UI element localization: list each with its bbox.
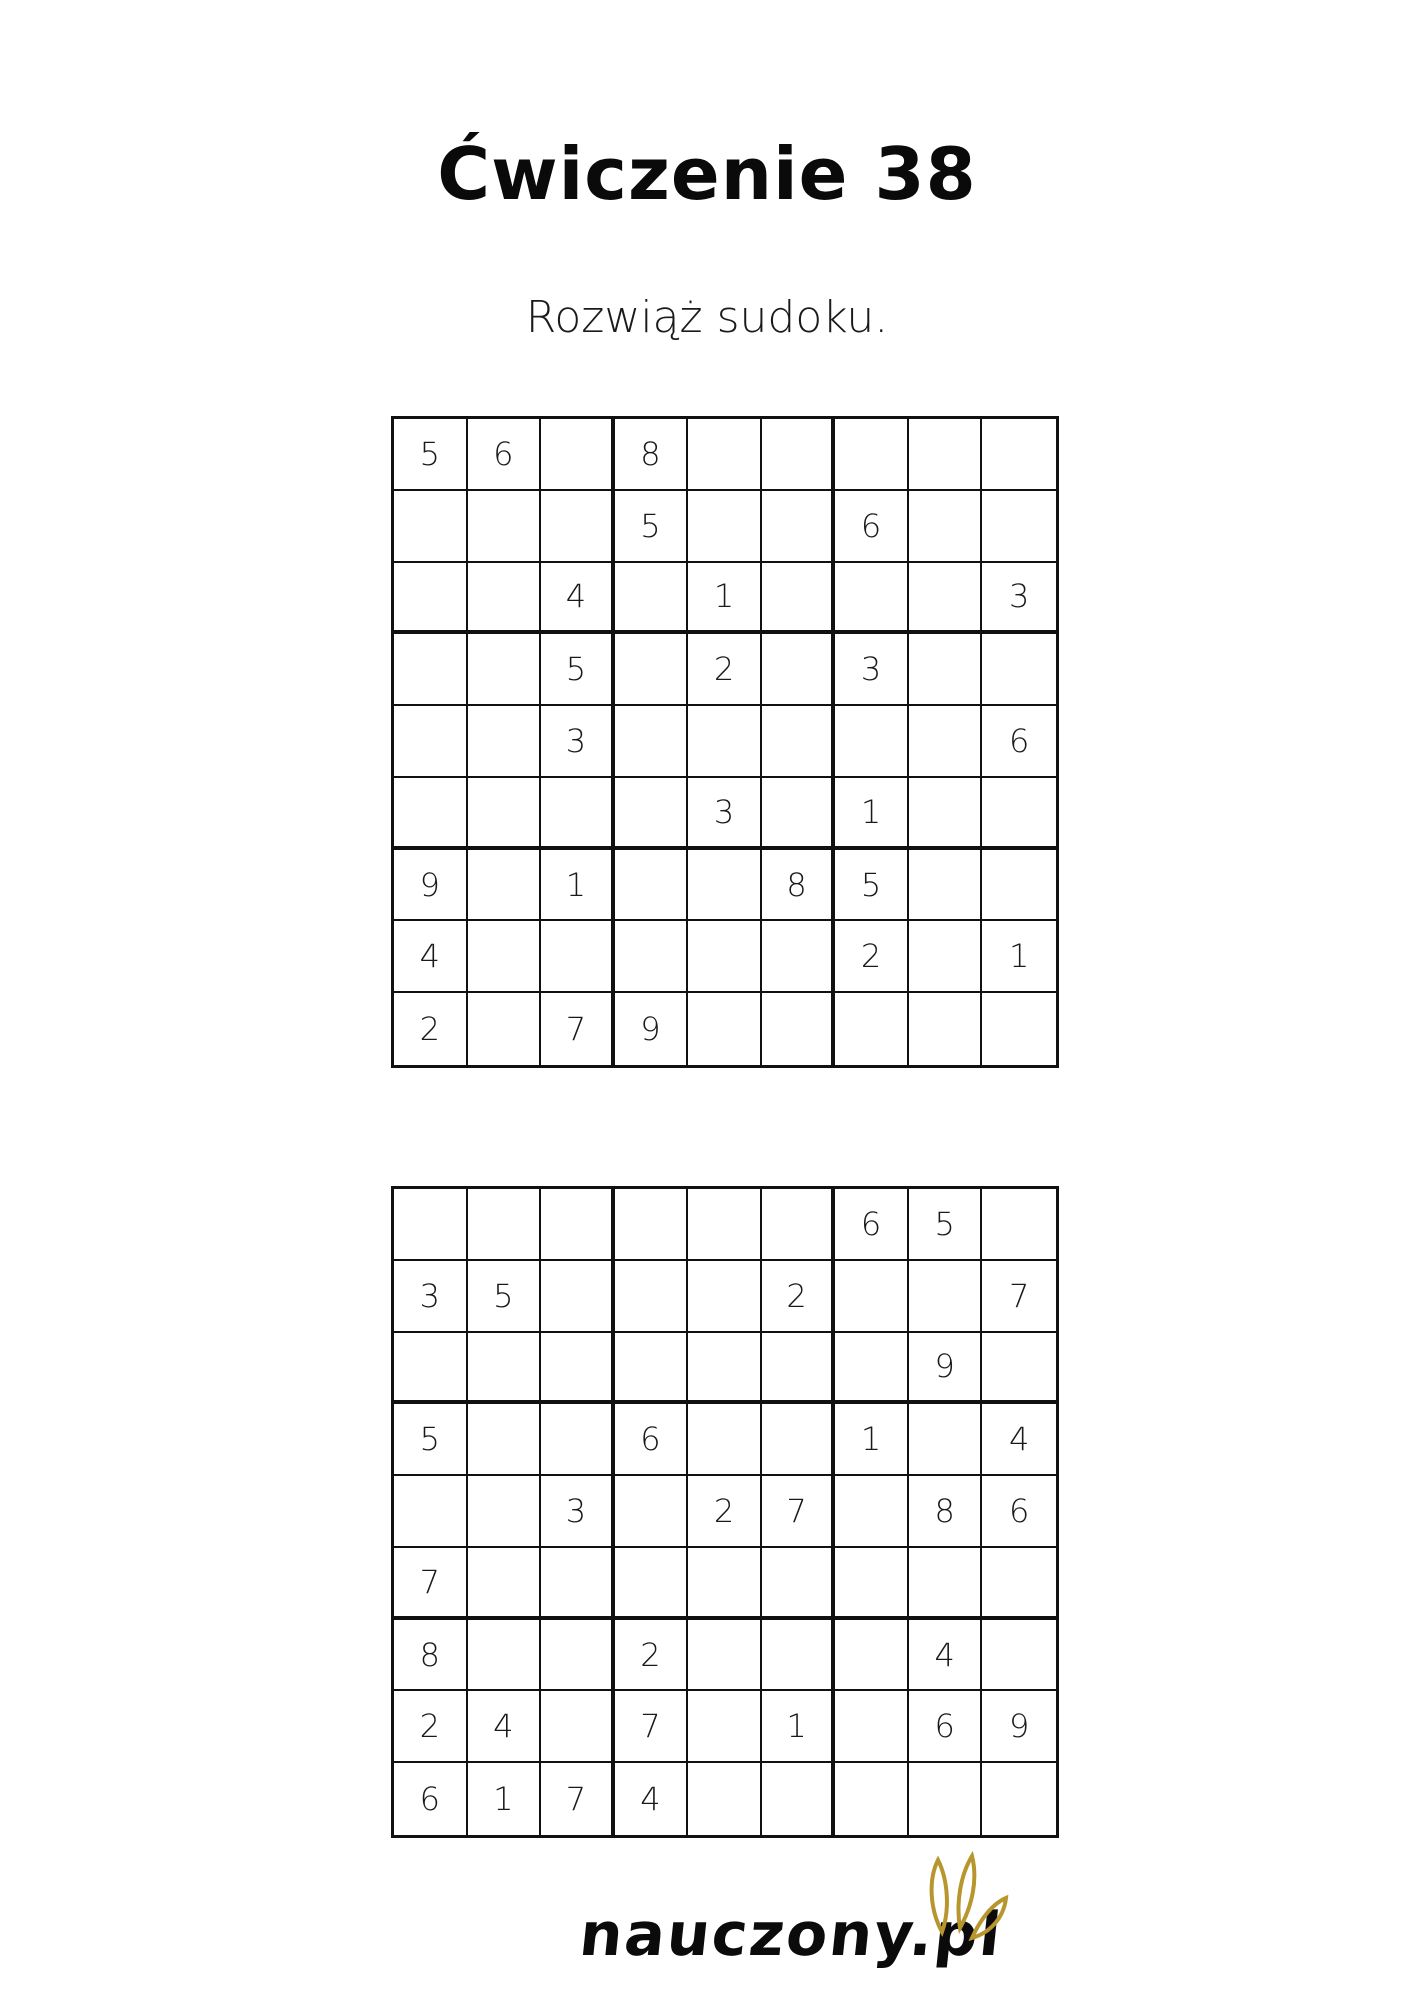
- sudoku-cell[interactable]: [615, 634, 689, 706]
- sudoku-cell[interactable]: [394, 563, 468, 635]
- sudoku-cell[interactable]: [541, 921, 615, 993]
- sudoku-cell[interactable]: 6: [909, 1691, 983, 1763]
- sudoku-cell[interactable]: 2: [688, 634, 762, 706]
- sudoku-cell[interactable]: 5: [615, 491, 689, 563]
- sudoku-cell[interactable]: [468, 563, 542, 635]
- sudoku-cell[interactable]: [688, 921, 762, 993]
- sudoku-cell[interactable]: [762, 1189, 836, 1261]
- sudoku-cell[interactable]: [394, 634, 468, 706]
- sudoku-cell[interactable]: 9: [909, 1333, 983, 1405]
- sudoku-cell[interactable]: 5: [394, 419, 468, 491]
- sudoku-cell[interactable]: [909, 921, 983, 993]
- sudoku-cell[interactable]: [394, 778, 468, 850]
- sudoku-cell[interactable]: 5: [835, 850, 909, 922]
- sudoku-cell[interactable]: [541, 778, 615, 850]
- brand-logo: [560, 1840, 1020, 1990]
- sudoku-cell[interactable]: 6: [982, 706, 1056, 778]
- sudoku-cell[interactable]: [541, 491, 615, 563]
- sudoku-cell[interactable]: [909, 1261, 983, 1333]
- sudoku-cell[interactable]: [762, 1548, 836, 1620]
- sudoku-cell[interactable]: [688, 1620, 762, 1692]
- sudoku-cell[interactable]: [762, 778, 836, 850]
- sudoku-cell[interactable]: [615, 563, 689, 635]
- sudoku-cell[interactable]: [909, 1404, 983, 1476]
- sudoku-cell[interactable]: [615, 1261, 689, 1333]
- sudoku-cell[interactable]: 3: [688, 778, 762, 850]
- sudoku-cell[interactable]: 9: [615, 993, 689, 1065]
- sudoku-cell[interactable]: [688, 706, 762, 778]
- sudoku-cell[interactable]: 5: [909, 1189, 983, 1261]
- sudoku-cell[interactable]: 2: [835, 921, 909, 993]
- sudoku-cell[interactable]: [762, 634, 836, 706]
- sudoku-cell[interactable]: [982, 1333, 1056, 1405]
- sudoku-cell[interactable]: [541, 1333, 615, 1405]
- sudoku-cell[interactable]: [615, 1189, 689, 1261]
- sudoku-cell[interactable]: [394, 1189, 468, 1261]
- sudoku-cell[interactable]: [762, 706, 836, 778]
- sudoku-cell[interactable]: [688, 491, 762, 563]
- sudoku-cell[interactable]: [909, 706, 983, 778]
- sudoku-cell[interactable]: [615, 850, 689, 922]
- sudoku-cell[interactable]: [394, 1476, 468, 1548]
- sudoku-cell[interactable]: [468, 778, 542, 850]
- sudoku-cell[interactable]: [615, 778, 689, 850]
- sudoku-cell[interactable]: [688, 419, 762, 491]
- sudoku-cell[interactable]: 4: [909, 1620, 983, 1692]
- instruction-text: Rozwiąż sudoku.: [525, 292, 889, 343]
- sudoku-cell[interactable]: [835, 993, 909, 1065]
- sudoku-cell[interactable]: [688, 1763, 762, 1835]
- sudoku-cell[interactable]: [468, 993, 542, 1065]
- sudoku-cell[interactable]: [615, 706, 689, 778]
- sudoku-cell[interactable]: [762, 1620, 836, 1692]
- sudoku-cell[interactable]: [468, 1189, 542, 1261]
- sudoku-cell[interactable]: 9: [394, 850, 468, 922]
- sudoku-cell[interactable]: [688, 850, 762, 922]
- sudoku-cell[interactable]: 6: [394, 1763, 468, 1835]
- sudoku-cell[interactable]: 4: [982, 1404, 1056, 1476]
- sudoku-cell[interactable]: [982, 850, 1056, 922]
- sudoku-cell[interactable]: 2: [394, 1691, 468, 1763]
- sudoku-cell[interactable]: [468, 634, 542, 706]
- sudoku-cell[interactable]: 1: [982, 921, 1056, 993]
- sudoku-cell[interactable]: 8: [615, 419, 689, 491]
- sudoku-cell[interactable]: [982, 1763, 1056, 1835]
- sudoku-cell[interactable]: [909, 778, 983, 850]
- logo-text: nauczony.pl: [576, 1900, 1006, 1970]
- sudoku-cell[interactable]: [468, 491, 542, 563]
- sudoku-cell[interactable]: [835, 1476, 909, 1548]
- sudoku-cell[interactable]: [835, 1261, 909, 1333]
- sudoku-cell[interactable]: 4: [468, 1691, 542, 1763]
- sudoku-cell[interactable]: 1: [688, 563, 762, 635]
- sudoku-cell[interactable]: [835, 419, 909, 491]
- sudoku-cell[interactable]: [762, 1333, 836, 1405]
- sudoku-cell[interactable]: 9: [982, 1691, 1056, 1763]
- sudoku-cell[interactable]: 5: [394, 1404, 468, 1476]
- sudoku-cell[interactable]: [688, 1333, 762, 1405]
- leaves-icon: [920, 1840, 1010, 1950]
- sudoku-cell[interactable]: 2: [394, 993, 468, 1065]
- sudoku-cell[interactable]: [615, 1333, 689, 1405]
- sudoku-cell[interactable]: [762, 921, 836, 993]
- sudoku-cell[interactable]: [909, 993, 983, 1065]
- sudoku-cell[interactable]: [835, 1763, 909, 1835]
- sudoku-cell[interactable]: [688, 1261, 762, 1333]
- sudoku-cell[interactable]: [468, 1548, 542, 1620]
- sudoku-cell[interactable]: [468, 706, 542, 778]
- sudoku-cell[interactable]: 6: [615, 1404, 689, 1476]
- sudoku-cell[interactable]: 2: [762, 1261, 836, 1333]
- sudoku-cell[interactable]: 3: [541, 706, 615, 778]
- sudoku-cell[interactable]: [909, 634, 983, 706]
- sudoku-cell[interactable]: [909, 563, 983, 635]
- sudoku-cell[interactable]: 1: [835, 778, 909, 850]
- sudoku-cell[interactable]: 6: [982, 1476, 1056, 1548]
- sudoku-cell[interactable]: [762, 419, 836, 491]
- sudoku-cell[interactable]: [541, 1620, 615, 1692]
- sudoku-cell[interactable]: [468, 1476, 542, 1548]
- sudoku-cell[interactable]: 1: [541, 850, 615, 922]
- sudoku-cell[interactable]: 5: [541, 634, 615, 706]
- sudoku-cell[interactable]: [982, 1620, 1056, 1692]
- sudoku-cell[interactable]: [688, 1404, 762, 1476]
- sudoku-cell[interactable]: 6: [835, 491, 909, 563]
- sudoku-cell[interactable]: [541, 1691, 615, 1763]
- sudoku-cell[interactable]: [762, 993, 836, 1065]
- sudoku-cell[interactable]: [762, 491, 836, 563]
- sudoku-board-1: [391, 416, 1059, 1068]
- sudoku-cell[interactable]: 7: [394, 1548, 468, 1620]
- sudoku-cell[interactable]: [909, 850, 983, 922]
- sudoku-cell[interactable]: [835, 1548, 909, 1620]
- sudoku-cell[interactable]: 7: [762, 1476, 836, 1548]
- sudoku-cell[interactable]: 1: [468, 1763, 542, 1835]
- sudoku-cell[interactable]: 6: [835, 1189, 909, 1261]
- sudoku-cell[interactable]: 4: [615, 1763, 689, 1835]
- sudoku-cell[interactable]: [394, 706, 468, 778]
- sudoku-cell[interactable]: [909, 491, 983, 563]
- sudoku-cell[interactable]: [982, 419, 1056, 491]
- sudoku-cell[interactable]: [762, 1404, 836, 1476]
- sudoku-cell[interactable]: [909, 1763, 983, 1835]
- sudoku-cell[interactable]: 8: [394, 1620, 468, 1692]
- sudoku-cell[interactable]: [394, 491, 468, 563]
- sudoku-cell[interactable]: [615, 1548, 689, 1620]
- sudoku-cell[interactable]: [835, 1333, 909, 1405]
- sudoku-cell[interactable]: [982, 634, 1056, 706]
- sudoku-cell[interactable]: [982, 1548, 1056, 1620]
- sudoku-cell[interactable]: 7: [615, 1691, 689, 1763]
- sudoku-cell[interactable]: [541, 1261, 615, 1333]
- sudoku-cell[interactable]: 7: [541, 1763, 615, 1835]
- sudoku-cell[interactable]: 3: [541, 1476, 615, 1548]
- sudoku-cell[interactable]: 1: [762, 1691, 836, 1763]
- sudoku-cell[interactable]: [468, 1620, 542, 1692]
- sudoku-cell[interactable]: 3: [394, 1261, 468, 1333]
- sudoku-board-2: [391, 1186, 1059, 1838]
- sudoku-cell[interactable]: [762, 563, 836, 635]
- sudoku-cell[interactable]: 6: [468, 419, 542, 491]
- sudoku-cell[interactable]: [982, 491, 1056, 563]
- sudoku-cell[interactable]: [541, 1404, 615, 1476]
- sudoku-cell[interactable]: [835, 1691, 909, 1763]
- sudoku-cell[interactable]: [541, 419, 615, 491]
- sudoku-cell[interactable]: 4: [541, 563, 615, 635]
- sudoku-cell[interactable]: [835, 563, 909, 635]
- sudoku-cell[interactable]: [835, 1620, 909, 1692]
- sudoku-cell[interactable]: 1: [835, 1404, 909, 1476]
- sudoku-cell[interactable]: [468, 850, 542, 922]
- sudoku-cell[interactable]: [982, 778, 1056, 850]
- sudoku-cell[interactable]: 3: [982, 563, 1056, 635]
- sudoku-cell[interactable]: [468, 1404, 542, 1476]
- sudoku-cell[interactable]: [982, 993, 1056, 1065]
- sudoku-cell[interactable]: [468, 1333, 542, 1405]
- sudoku-cell[interactable]: [688, 1691, 762, 1763]
- sudoku-cell[interactable]: [468, 921, 542, 993]
- sudoku-cell[interactable]: [541, 1548, 615, 1620]
- sudoku-cell[interactable]: [615, 1476, 689, 1548]
- sudoku-cell[interactable]: [394, 1333, 468, 1405]
- sudoku-cell[interactable]: 8: [909, 1476, 983, 1548]
- sudoku-cell[interactable]: 5: [468, 1261, 542, 1333]
- sudoku-cell[interactable]: [835, 706, 909, 778]
- sudoku-cell[interactable]: 7: [982, 1261, 1056, 1333]
- sudoku-cell[interactable]: 2: [615, 1620, 689, 1692]
- sudoku-cell[interactable]: [541, 1189, 615, 1261]
- page-title: Ćwiczenie 38: [437, 132, 977, 216]
- sudoku-cell[interactable]: [688, 1189, 762, 1261]
- sudoku-cell[interactable]: 8: [762, 850, 836, 922]
- sudoku-cell[interactable]: 7: [541, 993, 615, 1065]
- sudoku-cell[interactable]: [909, 419, 983, 491]
- sudoku-cell[interactable]: [688, 993, 762, 1065]
- sudoku-cell[interactable]: [762, 1763, 836, 1835]
- sudoku-cell[interactable]: 4: [394, 921, 468, 993]
- sudoku-cell[interactable]: [688, 1548, 762, 1620]
- sudoku-cell[interactable]: [615, 921, 689, 993]
- sudoku-cell[interactable]: [909, 1548, 983, 1620]
- sudoku-cell[interactable]: [982, 1189, 1056, 1261]
- sudoku-cell[interactable]: 2: [688, 1476, 762, 1548]
- sudoku-cell[interactable]: 3: [835, 634, 909, 706]
